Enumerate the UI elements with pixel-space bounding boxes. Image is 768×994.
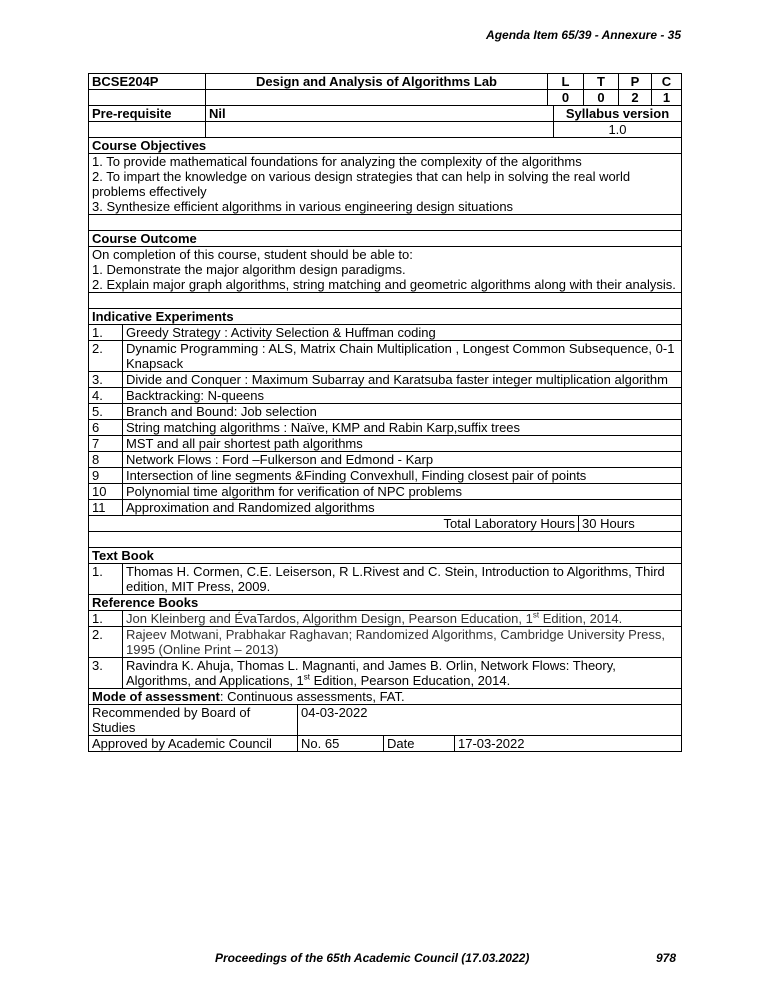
version-label: Syllabus version: [553, 106, 681, 121]
outcome-body: [88, 247, 682, 293]
course-title-row: [88, 74, 682, 89]
experiment-item: [88, 452, 682, 468]
reference-item: 3. Ravindra K. Ahuja, Thomas L. Magnanti, and James B. Orlin, Network Flows: Theory, Algorithms, and Applications, 1st Edition, Pearson Education, 2014.: [88, 658, 682, 689]
experiment-item: [88, 436, 682, 452]
textbook-heading: Text Book: [88, 548, 682, 564]
bos-row: Recommended by Board of Studies 04-03-2022: [88, 705, 682, 736]
experiment-number: 7: [92, 436, 100, 451]
assessment-label: Mode of assessment: [92, 689, 220, 704]
assessment-value: : Continuous assessments, FAT.: [219, 689, 405, 704]
syllabus-table: [88, 73, 682, 752]
experiment-number: 6: [92, 420, 100, 435]
ltpc-value: 2: [618, 90, 651, 105]
experiment-item: [88, 404, 682, 420]
experiment-text: Dynamic Programming : ALS, Matrix Chain Multiplication , Longest Common Subsequence, 0-1 Knapsack: [122, 341, 681, 371]
version-value: 1.0: [553, 122, 681, 137]
reference-item: 1. Jon Kleinberg and ÉvaTardos, Algorithm Design, Pearson Education, 1st Edition, 2014.: [88, 611, 682, 627]
experiment-item: [88, 420, 682, 436]
experiment-number: 2.: [92, 341, 103, 356]
experiment-text: Backtracking: N-queens: [122, 388, 681, 403]
objective-item: 3. Synthesize efficient algorithms in various engineering design situations: [92, 199, 514, 214]
experiment-number: 9: [92, 468, 100, 483]
experiment-item: [88, 341, 682, 372]
experiment-number: 11: [92, 500, 106, 515]
ltpc-value: 0: [583, 90, 618, 105]
page-number: 978: [655, 951, 676, 965]
course-code: BCSE204P: [92, 74, 159, 89]
experiment-number: 4.: [92, 388, 103, 403]
experiment-text: Network Flows : Ford –Fulkerson and Edmond - Karp: [122, 452, 681, 467]
ltpc-label: L: [547, 74, 583, 89]
experiment-item: [88, 468, 682, 484]
experiment-number: 10: [92, 484, 107, 499]
ltpc-label: P: [618, 74, 651, 89]
experiment-number: 5.: [92, 404, 103, 419]
prereq-label: Pre-requisite: [92, 106, 172, 121]
blank-row: [88, 532, 682, 548]
experiment-text: Branch and Bound: Job selection: [122, 404, 681, 419]
course-title: Design and Analysis of Algorithms Lab: [205, 74, 547, 89]
ltpc-value: 0: [547, 90, 583, 105]
experiment-text: Greedy Strategy : Activity Selection & Huffman coding: [122, 325, 681, 340]
objectives-body: [88, 154, 682, 215]
references-heading: Reference Books: [88, 595, 682, 611]
page-header: Agenda Item 65/39 - Annexure - 35: [486, 28, 681, 42]
experiment-number: 1.: [92, 325, 103, 340]
experiment-text: Approximation and Randomized algorithms: [122, 500, 681, 515]
ltpc-value: 1: [651, 90, 681, 105]
ltpc-label: C: [651, 74, 681, 89]
academic-council-row: Approved by Academic Council No. 65 Date 17-03-2022: [88, 736, 682, 752]
outcome-intro: On completion of this course, student should be able to:: [92, 247, 413, 262]
outcome-item: 2. Explain major graph algorithms, string matching and geometric algorithms along with their analysis.: [92, 277, 676, 292]
blank-row: [88, 293, 682, 309]
experiment-item: [88, 500, 682, 516]
blank-row: [88, 215, 682, 231]
experiment-text: Divide and Conquer : Maximum Subarray and Karatsuba faster integer multiplication algorithm: [122, 372, 681, 387]
experiments-heading: Indicative Experiments: [88, 309, 682, 325]
experiment-text: Intersection of line segments &Finding Convexhull, Finding closest pair of points: [122, 468, 681, 483]
prereq-row: [88, 106, 682, 122]
textbook-item: 1. Thomas H. Cormen, C.E. Leiserson, R L.Rivest and C. Stein, Introduction to Algorithms, Third edition, MIT Press, 2009.: [88, 564, 682, 595]
assessment-row: [88, 689, 682, 705]
prereq-value: Nil: [205, 106, 553, 121]
experiment-number: 3.: [92, 372, 103, 387]
ltpc-values-row: [88, 89, 682, 106]
experiment-text: Polynomial time algorithm for verification of NPC problems: [122, 484, 681, 499]
version-row: [88, 122, 682, 138]
objective-item: 1. To provide mathematical foundations for analyzing the complexity of the algorithms: [92, 154, 582, 169]
outcome-heading: Course Outcome: [88, 231, 682, 247]
outcome-item: 1. Demonstrate the major algorithm design paradigms.: [92, 262, 406, 277]
experiment-text: MST and all pair shortest path algorithms: [122, 436, 681, 451]
experiment-item: [88, 372, 682, 388]
total-hours-label: Total Laboratory Hours: [443, 516, 575, 531]
objective-item: 2. To impart the knowledge on various design strategies that can help in solving the real world problems effectively: [92, 169, 631, 199]
experiment-item: [88, 484, 682, 500]
experiment-item: [88, 325, 682, 341]
total-hours-value: 30 Hours: [578, 516, 681, 531]
objectives-heading: Course Objectives: [88, 138, 682, 154]
experiment-item: [88, 388, 682, 404]
experiment-number: 8: [92, 452, 100, 467]
experiment-text: String matching algorithms : Naïve, KMP and Rabin Karp,suffix trees: [122, 420, 681, 435]
reference-item: 2. Rajeev Motwani, Prabhakar Raghavan; Randomized Algorithms, Cambridge University Press, 1995 (Online Print – 2013): [88, 627, 682, 658]
total-hours-row: [88, 516, 682, 532]
ltpc-label: T: [583, 74, 618, 89]
page-footer: Proceedings of the 65th Academic Council (17.03.2022): [215, 951, 530, 965]
